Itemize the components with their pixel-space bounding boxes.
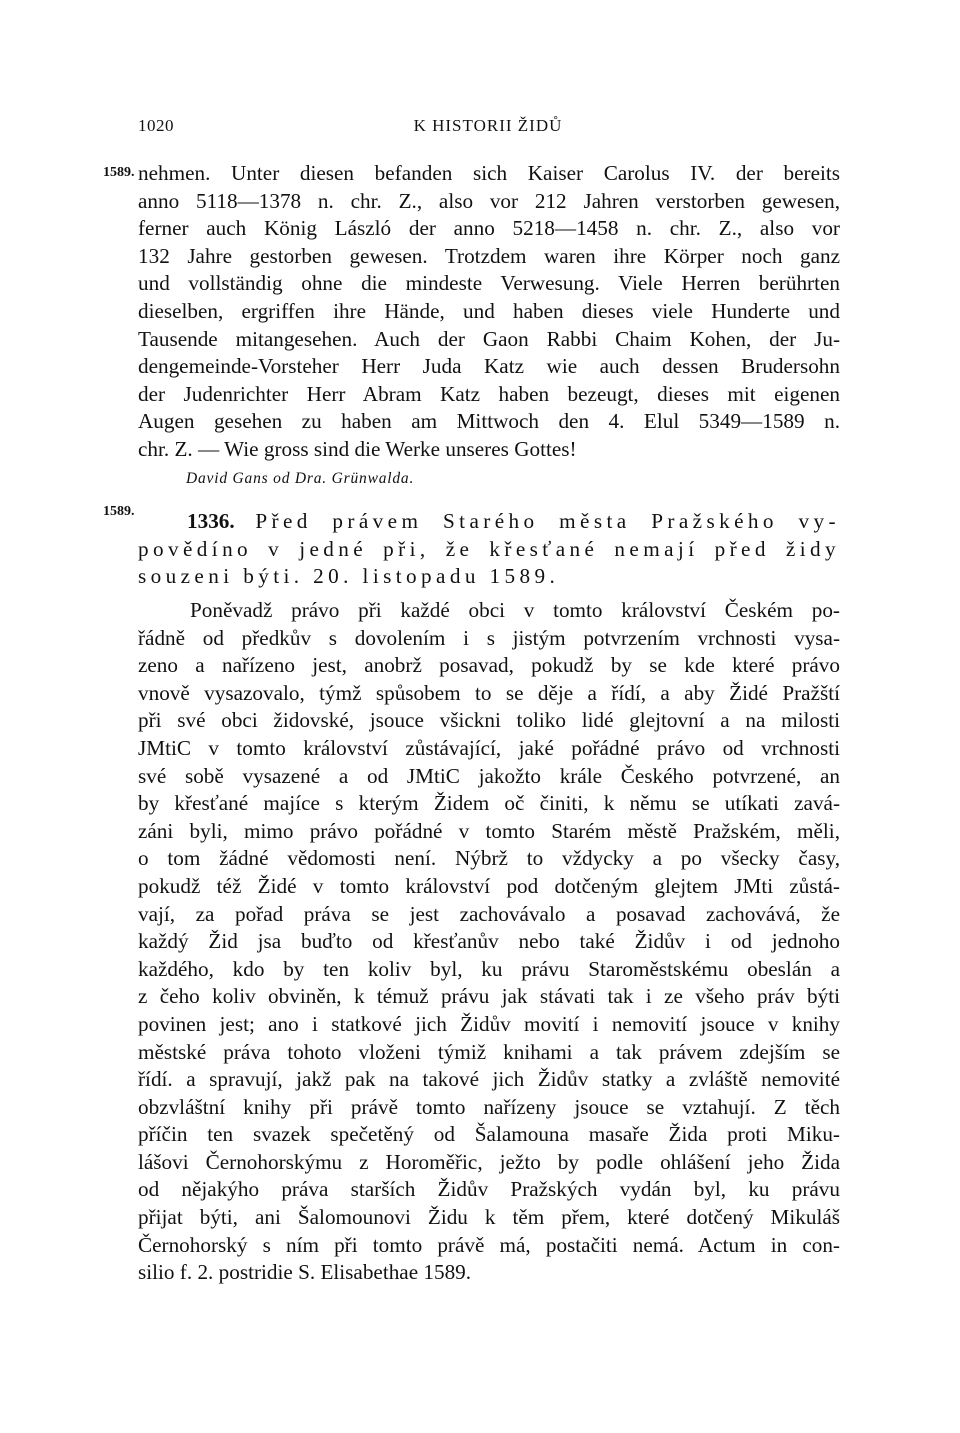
text-line: by křesťané majíce s kterým Židem oč činiti, k němu se utíkati zavá- [138, 791, 840, 816]
text-line: příčin ten svazek spečetěný od Šalamouna masaře Žida proti Miku- [138, 1122, 840, 1147]
text-line: dieselben, ergriffen ihre Hände, und haben dieses viele Hunderte und [138, 298, 840, 323]
text-line: obzvláštní knihy při právě tomto nařízeny jsouce se vztahují. Z těch [138, 1094, 840, 1119]
text-line: o tom žádné vědomosti není. Nýbrž to vždycky a po všecky časy, [138, 846, 840, 871]
text-line: JMtiC v tomto království zůstávající, jaké pořádné právo od vrchnosti [138, 735, 840, 760]
running-title: K HISTORII ŽIDŮ [413, 116, 563, 135]
text-line: lášovi Černohorskýmu z Horoměřic, ježto by podle ohlášení jeho Žida [138, 1149, 840, 1174]
text-line: und vollständig ohne die mindeste Verwesung. Viele Herren berührten [138, 271, 840, 296]
text-line: Černohorský s ním při tomto právě má, postačiti nemá. Actum in con- [138, 1232, 840, 1257]
document-heading [138, 508, 840, 591]
paragraph-german [138, 160, 840, 464]
text-line: silio f. 2. postridie S. Elisabethae 1589. [138, 1260, 472, 1285]
page-number: 1020 [138, 116, 174, 135]
text-line: 132 Jahre gestorben gewesen. Trotzdem waren ihre Körper noch ganz [138, 243, 840, 268]
heading-text: Před právem Starého města Pražského vy- [255, 509, 840, 533]
paragraph-czech [138, 597, 840, 1287]
text-line: řádně od předkův s dovolením i s jistým potvrzením vrchnosti vysa- [138, 625, 840, 650]
text-line: povinen jest; ano i statkové jich Židův movití i nemovití jsouce v knihy [138, 1011, 840, 1036]
text-line: městské práva tohoto vloženi týmiž knihami a tak právem zdejším se [138, 1039, 840, 1064]
heading-line [138, 508, 840, 536]
text-line: vnově vysazovalo, týmž spůsobem to se děje a řídí, a aby Židé Pražští [138, 680, 840, 705]
text-line: nehmen. Unter diesen befanden sich Kaiser Carolus IV. der bereits [138, 161, 840, 185]
text-line: řídí. a spravují, jakž pak na takové jich Židův statky a zvláště nemovité [138, 1067, 840, 1092]
signature: David Gans od Dra. Grünwalda. [186, 470, 415, 487]
text-line: každý Žid jsa buďto od křesťanův nebo také Židův i od jednoho [138, 929, 840, 954]
margin-year: 1589. [103, 504, 135, 519]
document-number: 1336. [187, 509, 235, 533]
text-line: dengemeinde-Vorsteher Herr Juda Katz wie auch dessen Brudersohn [138, 354, 840, 379]
text-line: Poněvadž právo při každé obci v tomto království Českém po- [190, 598, 840, 622]
text-line: každého, kdo by ten koliv byl, ku právu Staroměstskému obeslán a [138, 956, 840, 981]
text-line: anno 5118—1378 n. chr. Z., also vor 212 Jahren verstorben gewesen, [138, 188, 840, 213]
page-header [138, 116, 838, 140]
text-line: při své obci židovské, jsouce všickni toliko lidé glejtovní a na milosti [138, 708, 840, 733]
heading-line: povědíno v jedné při, že křesťané nemají před židy [138, 536, 840, 561]
text-line: Tausende mitangesehen. Auch der Gaon Rabbi Chaim Kohen, der Ju- [138, 326, 840, 351]
text-line: chr. Z. — Wie gross sind die Werke unseres Gottes! [138, 436, 577, 461]
text-line: přijat býti, ani Šalomounovi Židu k těm přem, které dotčený Mikuláš [138, 1205, 840, 1230]
text-line: své sobě vysazené a od JMtiC jakožto krále Českého potvrzené, an [138, 763, 840, 788]
heading-line: souzeni býti. 20. listopadu 1589. [138, 564, 560, 589]
text-line: ferner auch König László der anno 5218—1458 n. chr. Z., also vor [138, 216, 840, 241]
margin-year: 1589. [103, 165, 135, 180]
text-line: pokudž též Židé v tomto království pod dotčeným glejtem JMti zůstá- [138, 873, 840, 898]
text-line: zeno a nařízeno jest, anobrž posavad, pokudž by se kde které právo [138, 653, 840, 678]
text-line: Augen gesehen zu haben am Mittwoch den 4. Elul 5349—1589 n. [138, 409, 840, 434]
text-line: záni byli, mimo právo pořádné v tomto Starém městě Pražském, měli, [138, 818, 840, 843]
text-line: der Judenrichter Herr Abram Katz haben bezeugt, dieses mit eigenen [138, 381, 840, 406]
text-line: vají, za pořad práva se jest zachovávalo a posavad zachovává, že [138, 901, 840, 926]
text-line: z čeho koliv obviněn, k témuž právu jak stávati tak i ze všeho práv býti [138, 984, 840, 1009]
text-line: od nějakýho práva starších Židův Pražských vydán byl, ku právu [138, 1177, 840, 1202]
